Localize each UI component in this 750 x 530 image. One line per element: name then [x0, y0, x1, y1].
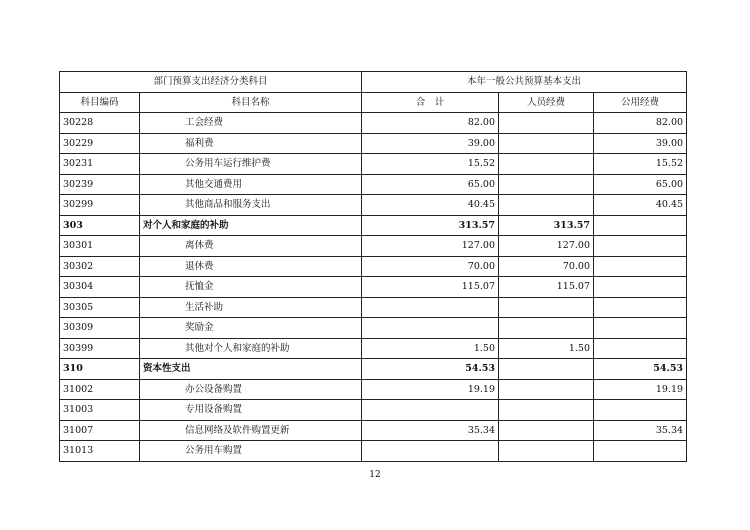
cell-name: 资本性支出 — [140, 359, 362, 380]
cell-code: 31013 — [60, 441, 140, 462]
cell-name: 其他交通费用 — [140, 174, 362, 195]
cell-personnel — [499, 195, 594, 216]
cell-public: 40.45 — [594, 195, 687, 216]
cell-name: 对个人和家庭的补助 — [140, 215, 362, 236]
table-row — [60, 359, 687, 380]
table-row — [60, 113, 687, 134]
col-header-code: 科目编码 — [60, 92, 140, 113]
table-row — [60, 215, 687, 236]
cell-personnel: 70.00 — [499, 256, 594, 277]
cell-code: 31007 — [60, 420, 140, 441]
cell-total: 19.19 — [362, 379, 499, 400]
cell-public — [594, 256, 687, 277]
col-header-name: 科目名称 — [140, 92, 362, 113]
col-header-total: 合 计 — [362, 92, 499, 113]
cell-total — [362, 400, 499, 421]
cell-personnel — [499, 400, 594, 421]
cell-public — [594, 277, 687, 298]
cell-total: 39.00 — [362, 133, 499, 154]
header-group-row — [60, 72, 687, 93]
col-header-public: 公用经费 — [594, 92, 687, 113]
cell-personnel — [499, 379, 594, 400]
table-row — [60, 154, 687, 175]
cell-personnel — [499, 113, 594, 134]
cell-total: 35.34 — [362, 420, 499, 441]
table-row — [60, 338, 687, 359]
cell-personnel — [499, 297, 594, 318]
cell-personnel: 127.00 — [499, 236, 594, 257]
table-row — [60, 318, 687, 339]
cell-code: 30229 — [60, 133, 140, 154]
table-row — [60, 195, 687, 216]
cell-public: 35.34 — [594, 420, 687, 441]
header-left-group: 部门预算支出经济分类科目 — [60, 72, 362, 93]
cell-name: 其他商品和服务支出 — [140, 195, 362, 216]
table-row — [60, 174, 687, 195]
cell-public: 19.19 — [594, 379, 687, 400]
cell-public: 54.53 — [594, 359, 687, 380]
cell-public — [594, 297, 687, 318]
cell-code: 31002 — [60, 379, 140, 400]
cell-name: 公务用车运行维护费 — [140, 154, 362, 175]
cell-code: 310 — [60, 359, 140, 380]
table-row — [60, 400, 687, 421]
cell-name: 办公设备购置 — [140, 379, 362, 400]
cell-code: 30304 — [60, 277, 140, 298]
cell-total: 1.50 — [362, 338, 499, 359]
cell-public — [594, 318, 687, 339]
cell-name: 工会经费 — [140, 113, 362, 134]
cell-total: 54.53 — [362, 359, 499, 380]
cell-name: 奖励金 — [140, 318, 362, 339]
cell-total: 313.57 — [362, 215, 499, 236]
cell-code: 30309 — [60, 318, 140, 339]
cell-personnel: 1.50 — [499, 338, 594, 359]
cell-name: 抚恤金 — [140, 277, 362, 298]
table-row — [60, 236, 687, 257]
cell-personnel — [499, 441, 594, 462]
cell-name: 信息网络及软件购置更新 — [140, 420, 362, 441]
cell-code: 30231 — [60, 154, 140, 175]
cell-total: 82.00 — [362, 113, 499, 134]
cell-total: 40.45 — [362, 195, 499, 216]
cell-name: 福利费 — [140, 133, 362, 154]
cell-public: 82.00 — [594, 113, 687, 134]
cell-personnel — [499, 174, 594, 195]
cell-public — [594, 215, 687, 236]
table-row — [60, 256, 687, 277]
cell-personnel: 313.57 — [499, 215, 594, 236]
cell-personnel: 115.07 — [499, 277, 594, 298]
cell-personnel — [499, 420, 594, 441]
table-row — [60, 420, 687, 441]
cell-code: 30302 — [60, 256, 140, 277]
table-row — [60, 133, 687, 154]
cell-total: 65.00 — [362, 174, 499, 195]
cell-public: 39.00 — [594, 133, 687, 154]
cell-code: 30239 — [60, 174, 140, 195]
col-header-personnel: 人员经费 — [499, 92, 594, 113]
cell-public — [594, 400, 687, 421]
cell-personnel — [499, 154, 594, 175]
cell-public: 65.00 — [594, 174, 687, 195]
cell-name: 退休费 — [140, 256, 362, 277]
cell-total — [362, 318, 499, 339]
cell-name: 生活补助 — [140, 297, 362, 318]
cell-personnel — [499, 318, 594, 339]
cell-code: 31003 — [60, 400, 140, 421]
cell-public — [594, 338, 687, 359]
cell-total — [362, 297, 499, 318]
page-number: 12 — [369, 470, 381, 480]
cell-name: 离休费 — [140, 236, 362, 257]
cell-name: 专用设备购置 — [140, 400, 362, 421]
cell-total: 127.00 — [362, 236, 499, 257]
cell-name: 公务用车购置 — [140, 441, 362, 462]
header-column-row — [60, 92, 687, 113]
cell-public — [594, 236, 687, 257]
cell-personnel — [499, 359, 594, 380]
cell-code: 30305 — [60, 297, 140, 318]
budget-table — [59, 71, 687, 462]
cell-code: 303 — [60, 215, 140, 236]
table-row — [60, 297, 687, 318]
cell-personnel — [499, 133, 594, 154]
cell-total: 15.52 — [362, 154, 499, 175]
table-row — [60, 379, 687, 400]
cell-code: 30228 — [60, 113, 140, 134]
header-right-group: 本年一般公共预算基本支出 — [362, 72, 687, 93]
cell-total — [362, 441, 499, 462]
cell-total: 115.07 — [362, 277, 499, 298]
cell-code: 30299 — [60, 195, 140, 216]
table-row — [60, 277, 687, 298]
cell-code: 30301 — [60, 236, 140, 257]
cell-public: 15.52 — [594, 154, 687, 175]
table-row — [60, 441, 687, 462]
cell-public — [594, 441, 687, 462]
cell-code: 30399 — [60, 338, 140, 359]
cell-name: 其他对个人和家庭的补助 — [140, 338, 362, 359]
cell-total: 70.00 — [362, 256, 499, 277]
